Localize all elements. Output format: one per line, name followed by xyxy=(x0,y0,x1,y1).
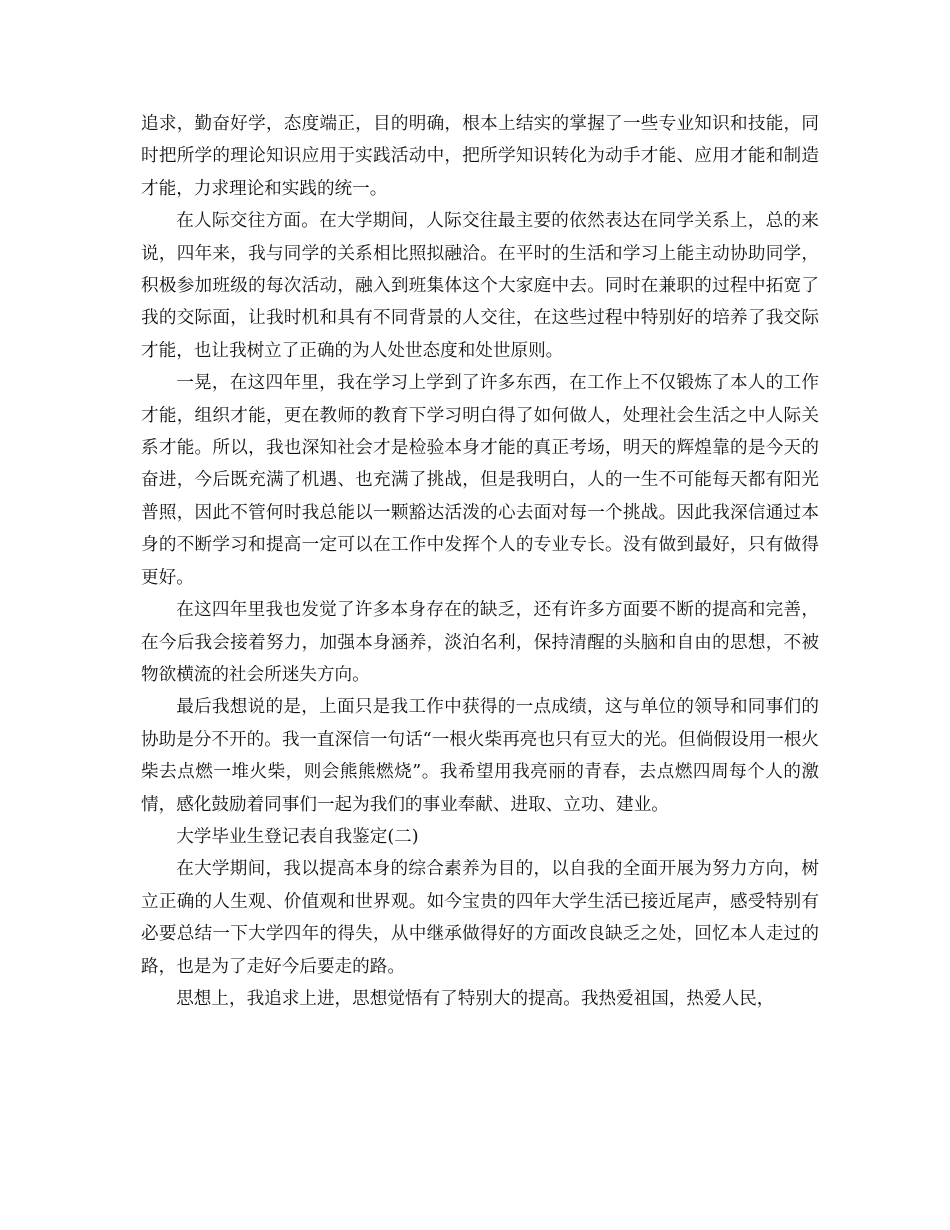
section-heading: 大学毕业生登记表自我鉴定(二) xyxy=(176,826,419,847)
paragraph-3: 一晃，在这四年里，我在学习上学到了许多东西，在工作上不仅锻炼了本人的工作才能，组织才能，更在教师的教育下学习明白得了如何做人，处理社会生活之中人际关系才能。所以，我也深知社会才是检验本身才能的真正考场，明天的辉煌靠的是今天的奋进，今后既充满了机遇、也充满了挑战，但是我明白，人的一生不可能每天都有阳光普照，因此不管何时我总能以一颗豁达活泼的心去面对每一个挑战。因此我深信通过本身的不断学习和提高一定可以在工作中发挥个人的专业专长。没有做到最好，只有做得更好。 xyxy=(141,373,819,588)
paragraph-5: 最后我想说的是，上面只是我工作中获得的一点成绩，这与单位的领导和同事们的协助是分不开的。我一直深信一句话“一根火柴再亮也只有豆大的光。但倘假设用一根火柴去点燃一堆火柴，则会熊熊燃烧”。我希望用我亮丽的青春，去点燃四周每个人的激情，感化鼓励着同事们一起为我们的事业奉献、进取、立功、建业。 xyxy=(141,697,819,815)
document-page xyxy=(141,108,819,1015)
paragraph-4: 在这四年里我也发觉了许多本身存在的缺乏，还有许多方面要不断的提高和完善，在今后我会接着努力，加强本身涵养，淡泊名利，保持清醒的头脑和自由的思想，不被物欲横流的社会所迷失方向。 xyxy=(141,600,819,685)
paragraph-2: 在人际交往方面。在大学期间，人际交往最主要的依然表达在同学关系上，总的来说，四年来，我与同学的关系相比照拟融洽。在平时的生活和学习上能主动协助同学，积极参加班级的每次活动，融入到班集体这个大家庭中去。同时在兼职的过程中拓宽了我的交际面，让我时机和具有不同背景的人交往，在这些过程中特别好的培养了我交际才能，也让我树立了正确的为人处世态度和处世原则。 xyxy=(141,211,819,361)
section-paragraph-1: 在大学期间，我以提高本身的综合素养为目的，以自我的全面开展为努力方向，树立正确的人生观、价值观和世界观。如今宝贵的四年大学生活已接近尾声，感受特别有必要总结一下大学四年的得失，从中继承做得好的方面改良缺乏之处，回忆本人走过的路，也是为了走好今后要走的路。 xyxy=(141,859,819,977)
section-paragraph-2: 思想上，我追求上进，思想觉悟有了特别大的提高。我热爱祖国，热爱人民， xyxy=(176,988,775,1009)
paragraph-1: 追求，勤奋好学，态度端正，目的明确，根本上结实的掌握了一些专业知识和技能，同时把所学的理论知识应用于实践活动中，把所学知识转化为动手才能、应用才能和制造才能，力求理论和实践的统一。 xyxy=(141,114,819,199)
